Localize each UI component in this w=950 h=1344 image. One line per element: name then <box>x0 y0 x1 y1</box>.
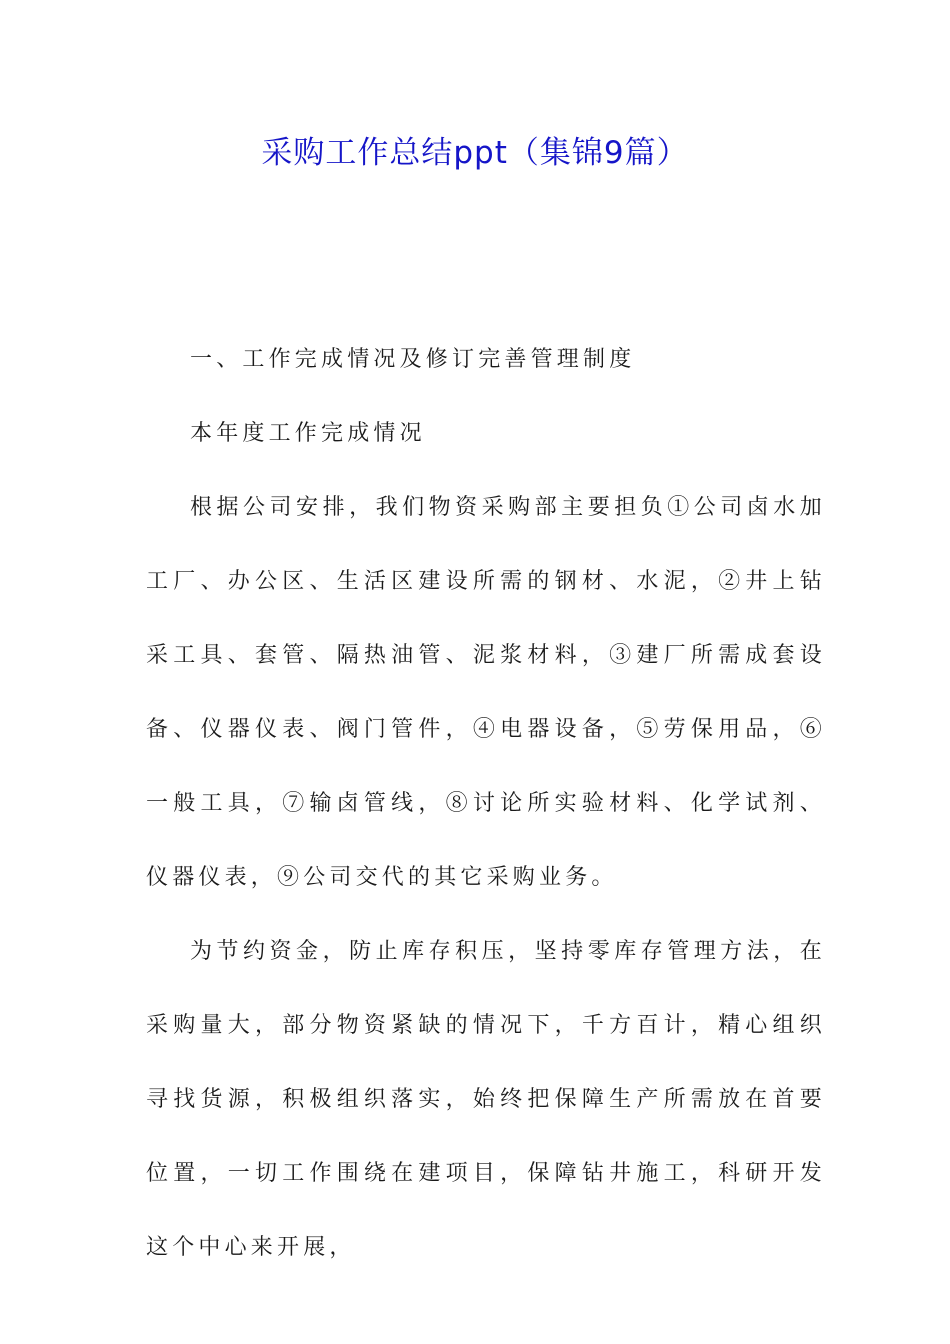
subsection-heading: 本年度工作完成情况 <box>190 421 426 446</box>
body-paragraph: 根据公司安排，我们物资采购部主要担负①公司卤水加工厂、办公区、生活区建设所需的钢材、水泥，②井上钻采工具、套管、隔热油管、泥浆材料，③建厂所需成套设备、仪器仪表、阀门管件，④电器设备，⑤劳保用品，⑥一般工具，⑦输卤管线，⑧讨论所实验材料、化学试剂、仪器仪表，⑨公司交代的其它采购业务。 <box>146 495 826 890</box>
document-title: 采购工作总结ppt（集锦9篇） <box>261 135 689 171</box>
body-paragraph: 为节约资金，防止库存积压，坚持零库存管理方法，在采购量大，部分物资紧缺的情况下，千方百计，精心组织寻找货源，积极组织落实，始终把保障生产所需放在首要位置，一切工作围绕在建项目，保障钻井施工，科研开发这个中心来开展， <box>146 939 826 1260</box>
section-heading: 一、工作完成情况及修订完善管理制度 <box>190 347 636 372</box>
document-body <box>146 323 826 1285</box>
